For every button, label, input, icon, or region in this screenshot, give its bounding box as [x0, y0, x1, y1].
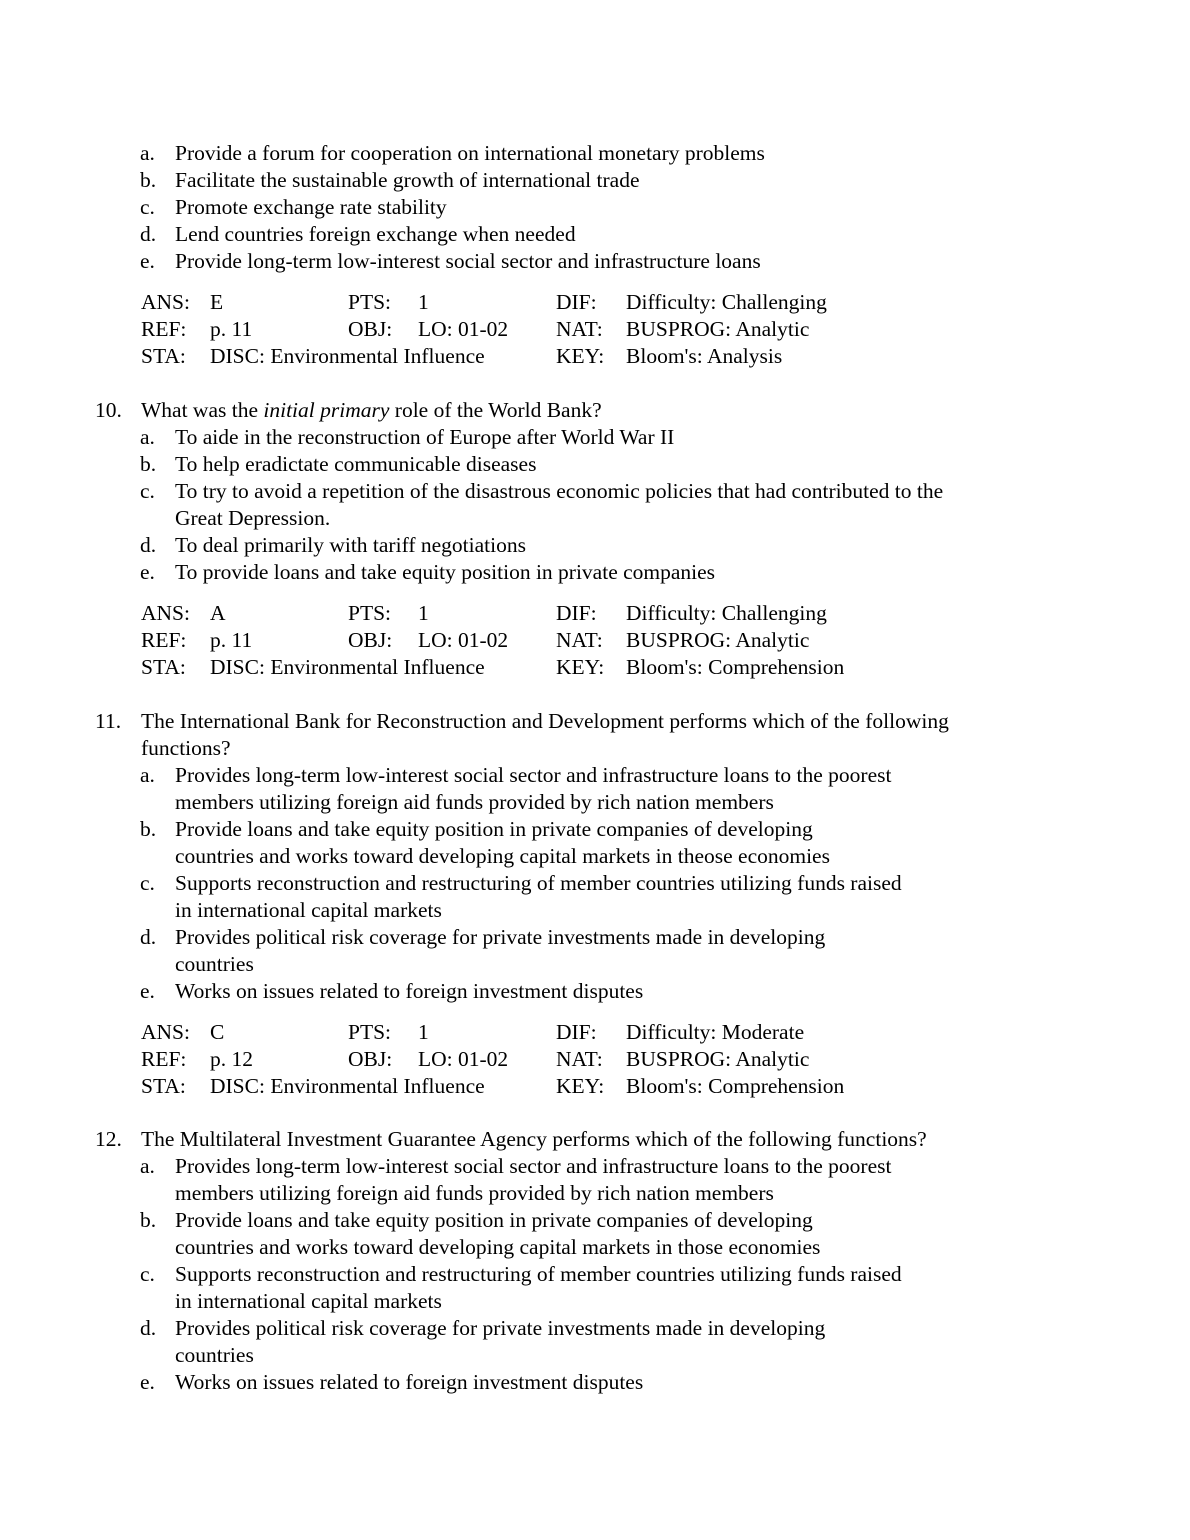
option-c: c. To try to avoid a repetition of the disastrous economic policies that had contributed to the Great Depression.: [140, 479, 944, 530]
option-c: c. Supports reconstruction and restructuring of member countries utilizing funds raised in international capital markets: [140, 871, 902, 922]
meta-row-2: REF: p. 11 OBJ: LO: 01-02 NAT: BUSPROG: Analytic: [141, 317, 810, 341]
option-b: b. Facilitate the sustainable growth of international trade: [140, 168, 640, 192]
meta-row-2: REF: p. 12 OBJ: LO: 01-02 NAT: BUSPROG: Analytic: [141, 1047, 810, 1071]
option-c: c. Supports reconstruction and restructuring of member countries utilizing funds raised in international capital markets: [140, 1262, 902, 1313]
question-9-metadata: [0, 289, 1190, 370]
option-e: e. Works on issues related to foreign investment disputes: [140, 979, 644, 1003]
option-e: e. To provide loans and take equity position in private companies: [140, 560, 716, 584]
option-a: a. Provides long-term low-interest social sector and infrastructure loans to the poorest members utilizing foreign aid funds provided by rich nation members: [140, 1154, 892, 1205]
meta-row-1: ANS: A PTS: 1 DIF: Difficulty: Challenging: [141, 601, 827, 625]
question-stem: 10. What was the initial primary role of the World Bank?: [95, 398, 602, 422]
option-e: e. Provide long-term low-interest social sector and infrastructure loans: [140, 249, 761, 273]
option-a: a. Provides long-term low-interest social sector and infrastructure loans to the poorest members utilizing foreign aid funds provided by rich nation members: [140, 763, 892, 814]
option-b: b. Provide loans and take equity position in private companies of developing countries and works toward developing capital markets in theose economies: [140, 817, 830, 868]
meta-row-2: REF: p. 11 OBJ: LO: 01-02 NAT: BUSPROG: Analytic: [141, 628, 810, 652]
question-10-metadata: [0, 600, 1190, 681]
option-d: d. Lend countries foreign exchange when needed: [140, 222, 576, 246]
meta-row-3: STA: DISC: Environmental Influence KEY: Bloom's: Analysis: [141, 344, 783, 368]
option-d: d. Provides political risk coverage for private investments made in developing countries: [140, 1316, 826, 1367]
question-11: [0, 708, 1190, 1005]
option-e: e. Works on issues related to foreign investment disputes: [140, 1370, 644, 1394]
meta-row-3: STA: DISC: Environmental Influence KEY: Bloom's: Comprehension: [141, 655, 845, 679]
question-stem: 11. The International Bank for Reconstruction and Development performs which of the following functions?: [95, 709, 949, 760]
question-12: [0, 1126, 1190, 1396]
question-stem: 12. The Multilateral Investment Guarantee Agency performs which of the following functions?: [95, 1127, 927, 1151]
question-9-options: [0, 140, 1190, 275]
option-d: d. Provides political risk coverage for private investments made in developing countries: [140, 925, 826, 976]
question-10: [0, 397, 1190, 586]
option-c: c. Promote exchange rate stability: [140, 195, 447, 219]
meta-row-3: STA: DISC: Environmental Influence KEY: Bloom's: Comprehension: [141, 1074, 845, 1098]
option-a: a. To aide in the reconstruction of Europe after World War II: [140, 425, 675, 449]
question-11-metadata: [0, 1019, 1190, 1100]
option-b: b. To help eradictate communicable diseases: [140, 452, 537, 476]
option-a: a. Provide a forum for cooperation on international monetary problems: [140, 141, 765, 165]
option-d: d. To deal primarily with tariff negotiations: [140, 533, 526, 557]
meta-row-1: ANS: E PTS: 1 DIF: Difficulty: Challenging: [141, 290, 827, 314]
option-b: b. Provide loans and take equity position in private companies of developing countries and works toward developing capital markets in those economies: [140, 1208, 821, 1259]
meta-row-1: ANS: C PTS: 1 DIF: Difficulty: Moderate: [141, 1020, 805, 1044]
